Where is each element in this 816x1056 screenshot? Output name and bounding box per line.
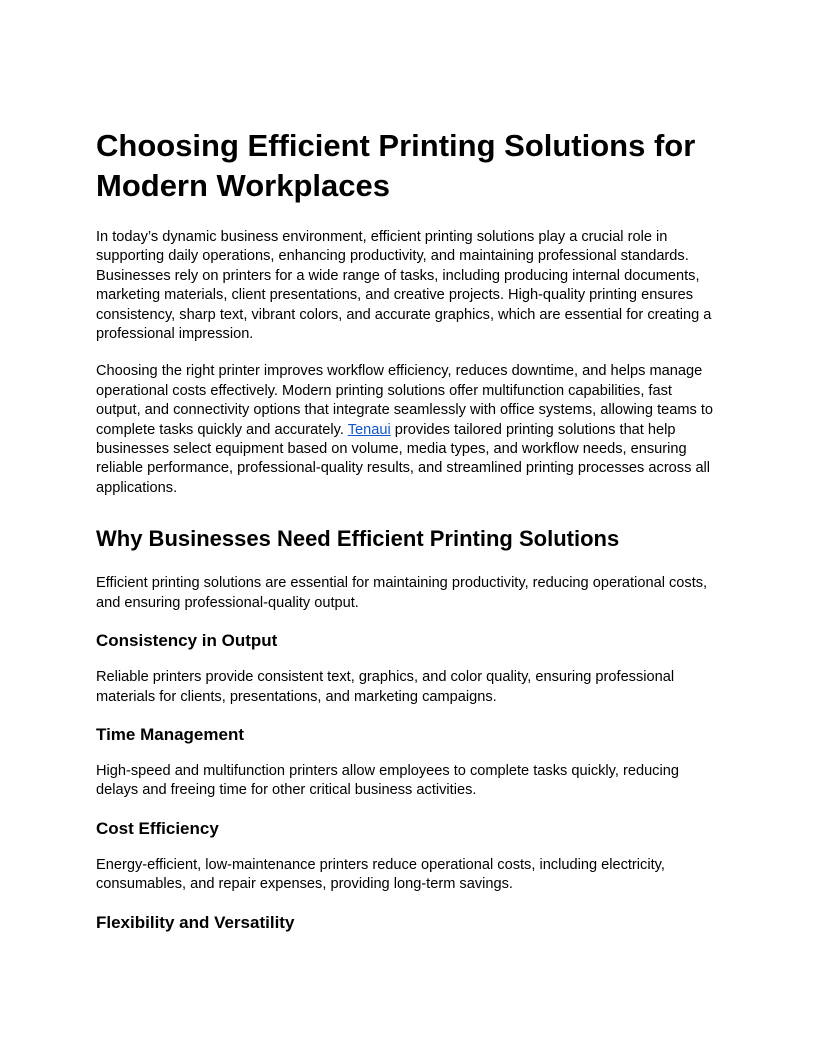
document-title: Choosing Efficient Printing Solutions for Modern Workplaces (96, 128, 696, 203)
subsection-body-time-management: High-speed and multifunction printers allow employees to complete tasks quickly, reducing delays and freeing time for other critical business activities. (96, 762, 679, 799)
subsection-body-consistency: Reliable printers provide consistent text, graphics, and color quality, ensuring professional materials for clients, presentations, and marketing campaigns. (96, 669, 675, 705)
section-intro: Efficient printing solutions are essential for maintaining productivity, reducing operational costs, and ensuring professional-quality output. (96, 575, 708, 611)
subsection-heading-time-management: Time Management (96, 724, 245, 744)
intro-paragraph-1: In today’s dynamic business environment, efficient printing solutions play a crucial role in supporting daily operations, enhancing productivity, and maintaining professional standards. Businesses rely on printers for a wide range of tasks, including producing internal documents, marketing materials, client presentations, and creative projects. High-quality printing ensures consistency, sharp text, vibrant colors, and accurate graphics, which are essential for creating a professional impression. (96, 229, 712, 343)
intro-paragraph-2-after-link: provides tailored printing solutions that help businesses select equipment based on volume, media types, and workflow needs, ensuring reliable performance, professional-quality results, and streamlined printing processes across all applications. (96, 421, 711, 496)
subsection-heading-cost-efficiency: Cost Efficiency (96, 818, 219, 838)
intro-paragraph-2 (96, 362, 720, 498)
intro-paragraph-2-before-link: Choosing the right printer improves workflow efficiency, reduces downtime, and helps manage operational costs effectively. Modern printing solutions offer multifunction capabilities, fast output, and connectivity options that integrate seamlessly with office systems, allowing teams to complete tasks quickly and accurately. (96, 363, 714, 438)
subsection-heading-flexibility: Flexibility and Versatility (96, 912, 295, 932)
section-heading: Why Businesses Need Efficient Printing Solutions (96, 526, 620, 552)
subsection-body-cost-efficiency: Energy-efficient, low-maintenance printers reduce operational costs, including electricity, consumables, and repair expenses, providing long-term savings. (96, 856, 665, 893)
subsection-heading-consistency: Consistency in Output (96, 631, 278, 651)
tenaui-link[interactable]: Tenaui (347, 421, 391, 438)
